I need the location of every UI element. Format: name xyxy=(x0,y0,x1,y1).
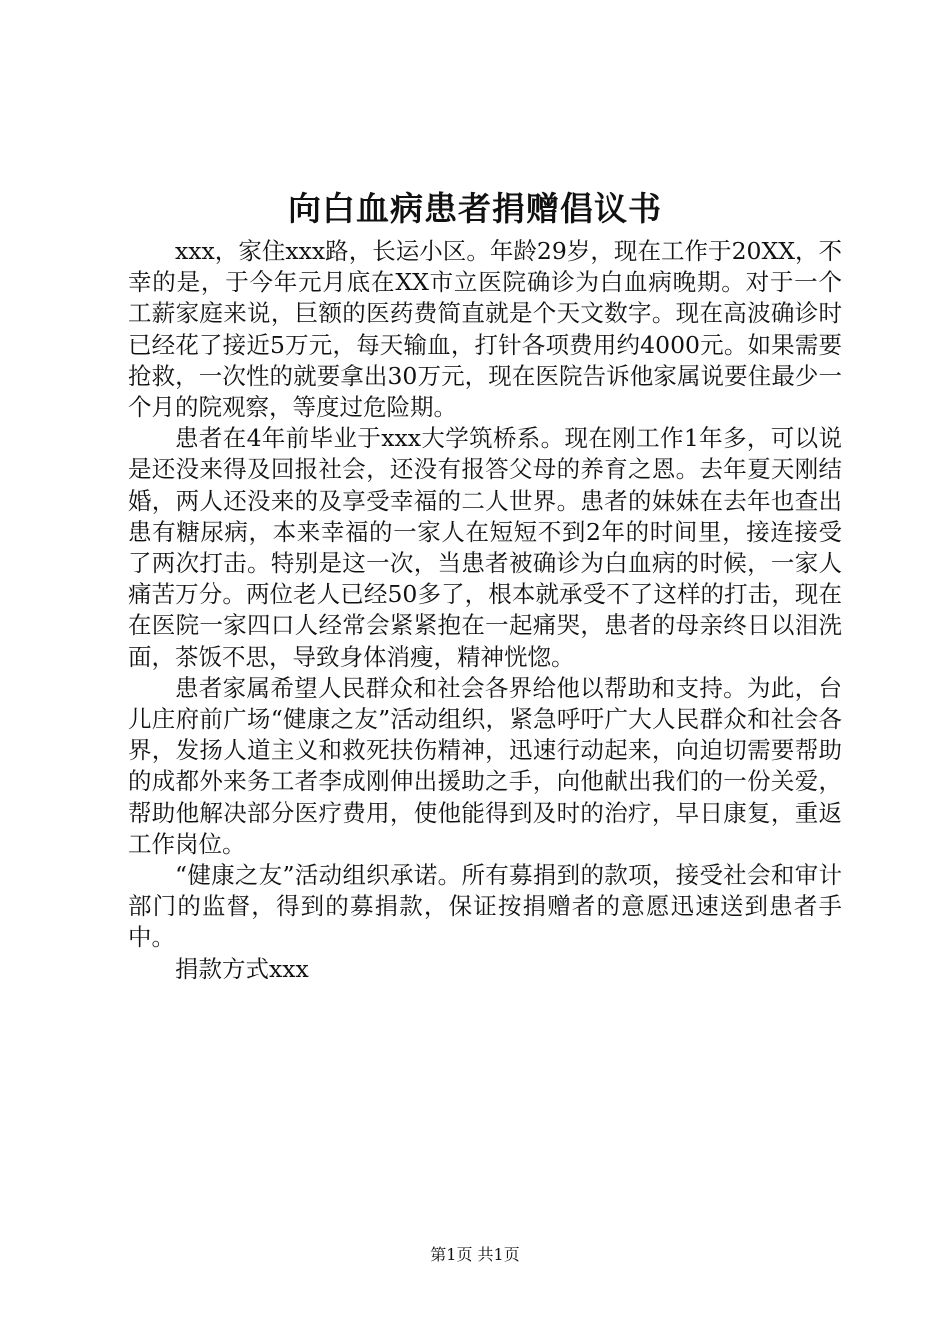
document-body xyxy=(128,236,842,985)
paragraph-donation-method: 捐款方式xxx xyxy=(175,954,309,983)
paragraph-patient-background: 患者在4年前毕业于xxx大学筑桥系。现在刚工作1年多，可以说是还没来得及回报社会，还没有报答父母的养育之恩。去年夏天刚结婚，两人还没来的及享受幸福的二人世界。患者的妹妹在去年也查出患有糖尿病，本来幸福的一家人在短短不到2年的时间里，接连接受了两次打击。特别是这一次，当患者被确诊为白血病的时候，一家人痛苦万分。两位老人已经50多了，根本就承受不了这样的打击，现在在医院一家四口人经常会紧紧抱在一起痛哭，患者的母亲终日以泪洗面，茶饭不思，导致身体消瘦，精神恍惚。 xyxy=(128,424,842,671)
document-title: 向白血病患者捐赠倡议书 xyxy=(288,189,662,228)
page-footer: 第1页 共1页 xyxy=(430,1245,520,1264)
paragraph-appeal: 患者家属希望人民群众和社会各界给他以帮助和支持。为此，台儿庄府前广场“健康之友”活动组织，紧急呼吁广大人民群众和社会各界，发扬人道主义和救死扶伤精神，迅速行动起来，向迫切需要帮助的成都外来务工者李成刚伸出援助之手，向他献出我们的一份关爱，帮助他解决部分医疗费用，使他能得到及时的治疗，早日康复，重返工作岗位。 xyxy=(128,673,842,858)
paragraph-commitment: “健康之友”活动组织承诺。所有募捐到的款项，接受社会和审计部门的监督，得到的募捐款，保证按捐赠者的意愿迅速送到患者手中。 xyxy=(128,861,842,952)
paragraph-patient-info: xxx，家住xxx路，长运小区。年龄29岁，现在工作于20XX，不幸的是，于今年元月底在XX市立医院确诊为白血病晚期。对于一个工薪家庭来说，巨额的医药费简直就是个天文数字。现在高波确诊时已经花了接近5万元，每天输血，打针各项费用约4000元。如果需要抢救，一次性的就要拿出30万元，现在医院告诉他家属说要住最少一个月的院观察，等度过危险期。 xyxy=(128,237,842,422)
